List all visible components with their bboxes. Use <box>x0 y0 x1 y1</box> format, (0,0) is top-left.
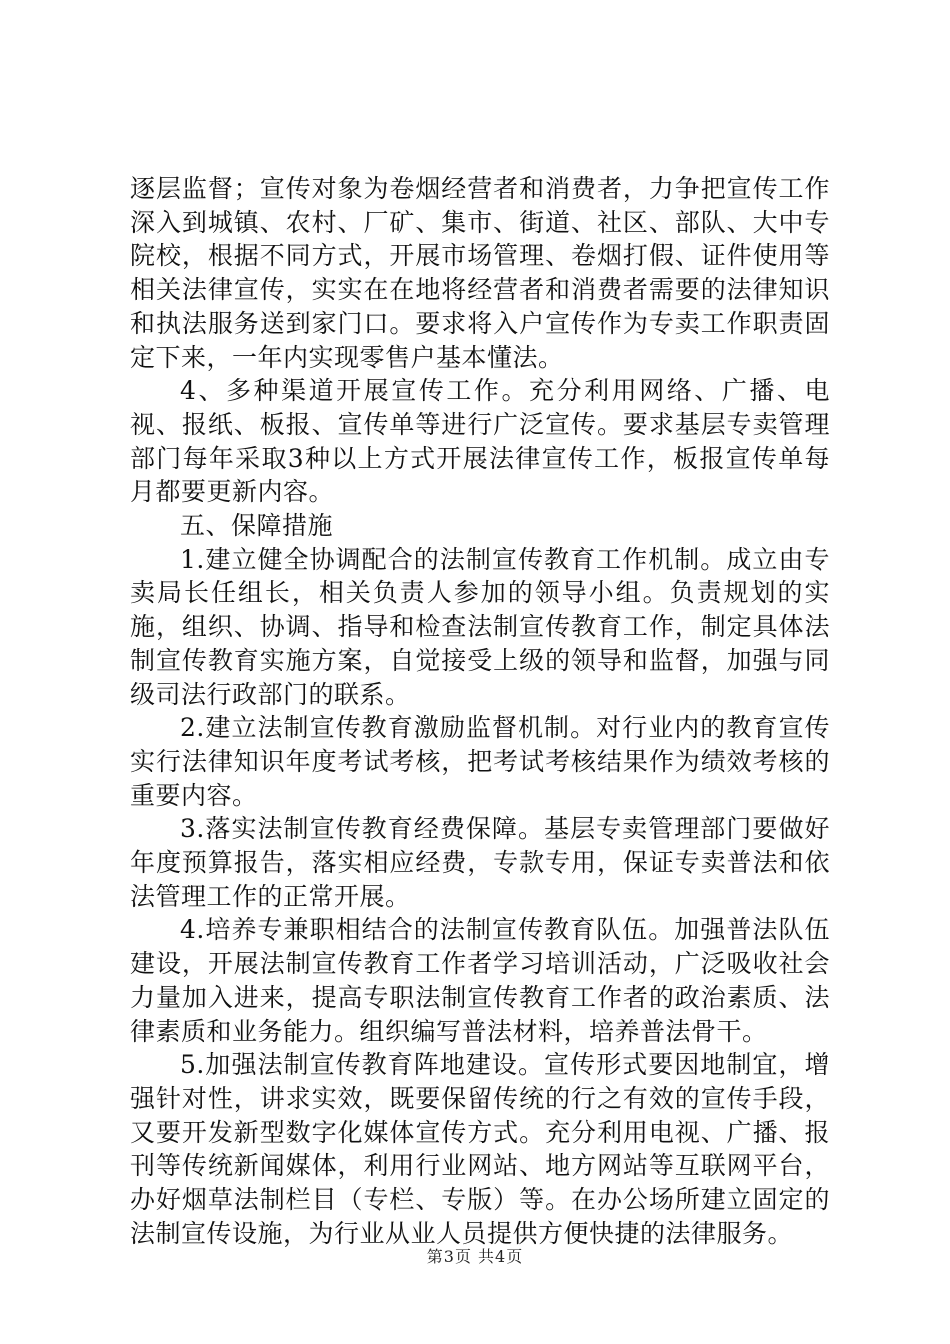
paragraph-measure-3: 3.落实法制宣传教育经费保障。基层专卖管理部门要做好年度预算报告，落实相应经费，专款专用，保证专卖普法和依法管理工作的正常开展。 <box>130 814 830 911</box>
paragraph-continued-supervision: 逐层监督；宣传对象为卷烟经营者和消费者，力争把宣传工作深入到城镇、农村、厂矿、集市、街道、社区、部队、大中专院校，根据不同方式，开展市场管理、卷烟打假、证件使用等相关法律宣传，实实在在地将经营者和消费者需要的法律知识和执法服务送到家门口。要求将入户宣传作为专卖工作职责固定下来，一年内实现零售户基本懂法。 <box>130 174 830 372</box>
document-body <box>130 172 830 1251</box>
section-heading-safeguards: 五、保障措施 <box>180 511 334 541</box>
paragraph-measure-2: 2.建立法制宣传教育激励监督机制。对行业内的教育宣传实行法律知识年度考试考核，把考试考核结果作为绩效考核的重要内容。 <box>130 713 830 810</box>
page-number-footer: 第3页 共4页 <box>426 1247 524 1266</box>
paragraph-measure-4: 4.培养专兼职相结合的法制宣传教育队伍。加强普法队伍建设，开展法制宣传教育工作者学习培训活动，广泛吸收社会力量加入进来，提高专职法制宣传教育工作者的政治素质、法律素质和业务能力。组织编写普法材料，培养普法骨干。 <box>130 915 830 1046</box>
paragraph-item-4-channels: 4、多种渠道开展宣传工作。充分利用网络、广播、电视、报纸、板报、宣传单等进行广泛宣传。要求基层专卖管理部门每年采取3种以上方式开展法律宣传工作，板报宣传单每月都要更新内容。 <box>130 376 830 507</box>
paragraph-measure-5: 5.加强法制宣传教育阵地建设。宣传形式要因地制宜，增强针对性，讲求实效，既要保留传统的行之有效的宣传手段，又要开发新型数字化媒体宣传方式。充分利用电视、广播、报刊等传统新闻媒体，利用行业网站、地方网站等互联网平台，办好烟草法制栏目（专栏、专版）等。在办公场所建立固定的法制宣传设施，为行业从业人员提供方便快捷的法律服务。 <box>130 1050 830 1248</box>
paragraph-measure-1: 1.建立健全协调配合的法制宣传教育工作机制。成立由专卖局长任组长，相关负责人参加的领导小组。负责规划的实施，组织、协调、指导和检查法制宣传教育工作，制定具体法制宣传教育实施方案，自觉接受上级的领导和监督，加强与同级司法行政部门的联系。 <box>130 544 830 709</box>
